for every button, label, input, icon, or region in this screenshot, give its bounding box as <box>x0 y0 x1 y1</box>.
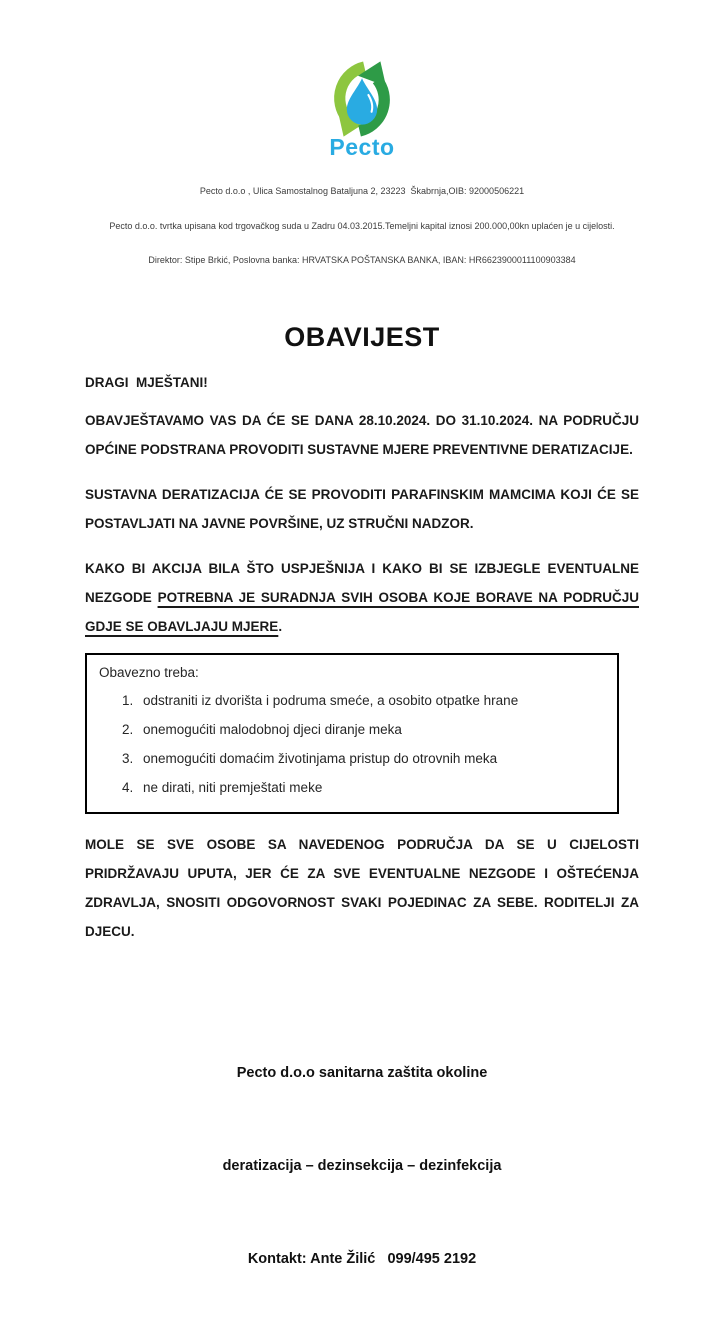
obligations-list <box>99 693 603 796</box>
page-title: OBAVIJEST <box>284 321 440 352</box>
company-registration-line: Pecto d.o.o. tvrtka upisana kod trgovačkog suda u Zadru 04.03.2015.Temeljni kapital iznosi 200.000,00kn uplaćen je u cijelosti. <box>109 220 615 231</box>
footer-block <box>85 996 639 1337</box>
list-item: 3. onemogućiti domaćim životinjama pristup do otrovnih meka <box>137 751 603 767</box>
company-info <box>85 163 639 290</box>
paragraph-cooperation <box>85 554 639 641</box>
list-item: 4. ne dirati, niti premještati meke <box>137 780 603 796</box>
salutation: DRAGI MJEŠTANI! <box>85 374 208 390</box>
logo-brand-text: Pecto <box>329 134 395 160</box>
footer-contact-line: Kontakt: Ante Žilić 099/495 2192 <box>247 1250 477 1267</box>
paragraph-dates: OBAVJEŠTAVAMO VAS DA ĆE SE DANA 28.10.2024. DO 31.10.2024. NA PODRUČJU OPĆINE PODSTRANA PROVODITI SUSTAVNE MJERE PREVENTIVNE DERATIZACIJE. <box>85 412 639 457</box>
paragraph-responsibility: MOLE SE SVE OSOBE SA NAVEDENOG PODRUČJA DA SE U CIJELOSTI PRIDRŽAVAJU UPUTA, JER ĆE ZA SVE EVENTUALNE NEZGODE I OŠTEĆENJA ZDRAVLJA, SNOSITI ODGOVORNOST SVAKI POJEDINAC ZA SEBE. RODITELJI ZA DJECU. <box>85 836 639 939</box>
company-bank-line: Direktor: Stipe Brkić, Poslovna banka: HRVATSKA POŠTANSKA BANKA, IBAN: HR6623900011100903384 <box>148 255 576 265</box>
obligations-box <box>85 653 619 814</box>
company-address-line: Pecto d.o.o , Ulica Samostalnog Bataljuna 2, 23223 Škabrnja,OIB: 92000506221 <box>199 186 525 196</box>
list-item: 1. odstraniti iz dvorišta i podruma smeće, a osobito otpatke hrane <box>137 693 603 709</box>
paragraph-method: SUSTAVNA DERATIZACIJA ĆE SE PROVODITI PARAFINSKIM MAMCIMA KOJI ĆE SE POSTAVLJATI NA JAVNE POVRŠINE, UZ STRUČNI NADZOR. <box>85 486 639 531</box>
obligations-heading: Obavezno treba: <box>99 664 199 680</box>
list-item: 2. onemogućiti malodobnoj djeci diranje meka <box>137 722 603 738</box>
paragraph-cooperation-underlined: POTREBNA JE SURADNJA SVIH OSOBA KOJE BORAVE NA PODRUČJU GDJE SE OBAVLJAJU MJERE <box>85 589 639 634</box>
footer-services-line: deratizacija – dezinsekcija – dezinfekcija <box>222 1157 502 1174</box>
footer-company-line: Pecto d.o.o sanitarna zaštita okoline <box>236 1064 488 1081</box>
pecto-recycle-drop-icon <box>322 58 402 140</box>
paragraph-cooperation-normal: KAKO BI AKCIJA BILA ŠTO USPJEŠNIJA I KAKO BI SE IZBJEGLE EVENTUALNE NEZGODE <box>85 560 639 605</box>
paragraph-cooperation-period: . <box>278 618 283 634</box>
logo-block <box>85 58 639 159</box>
